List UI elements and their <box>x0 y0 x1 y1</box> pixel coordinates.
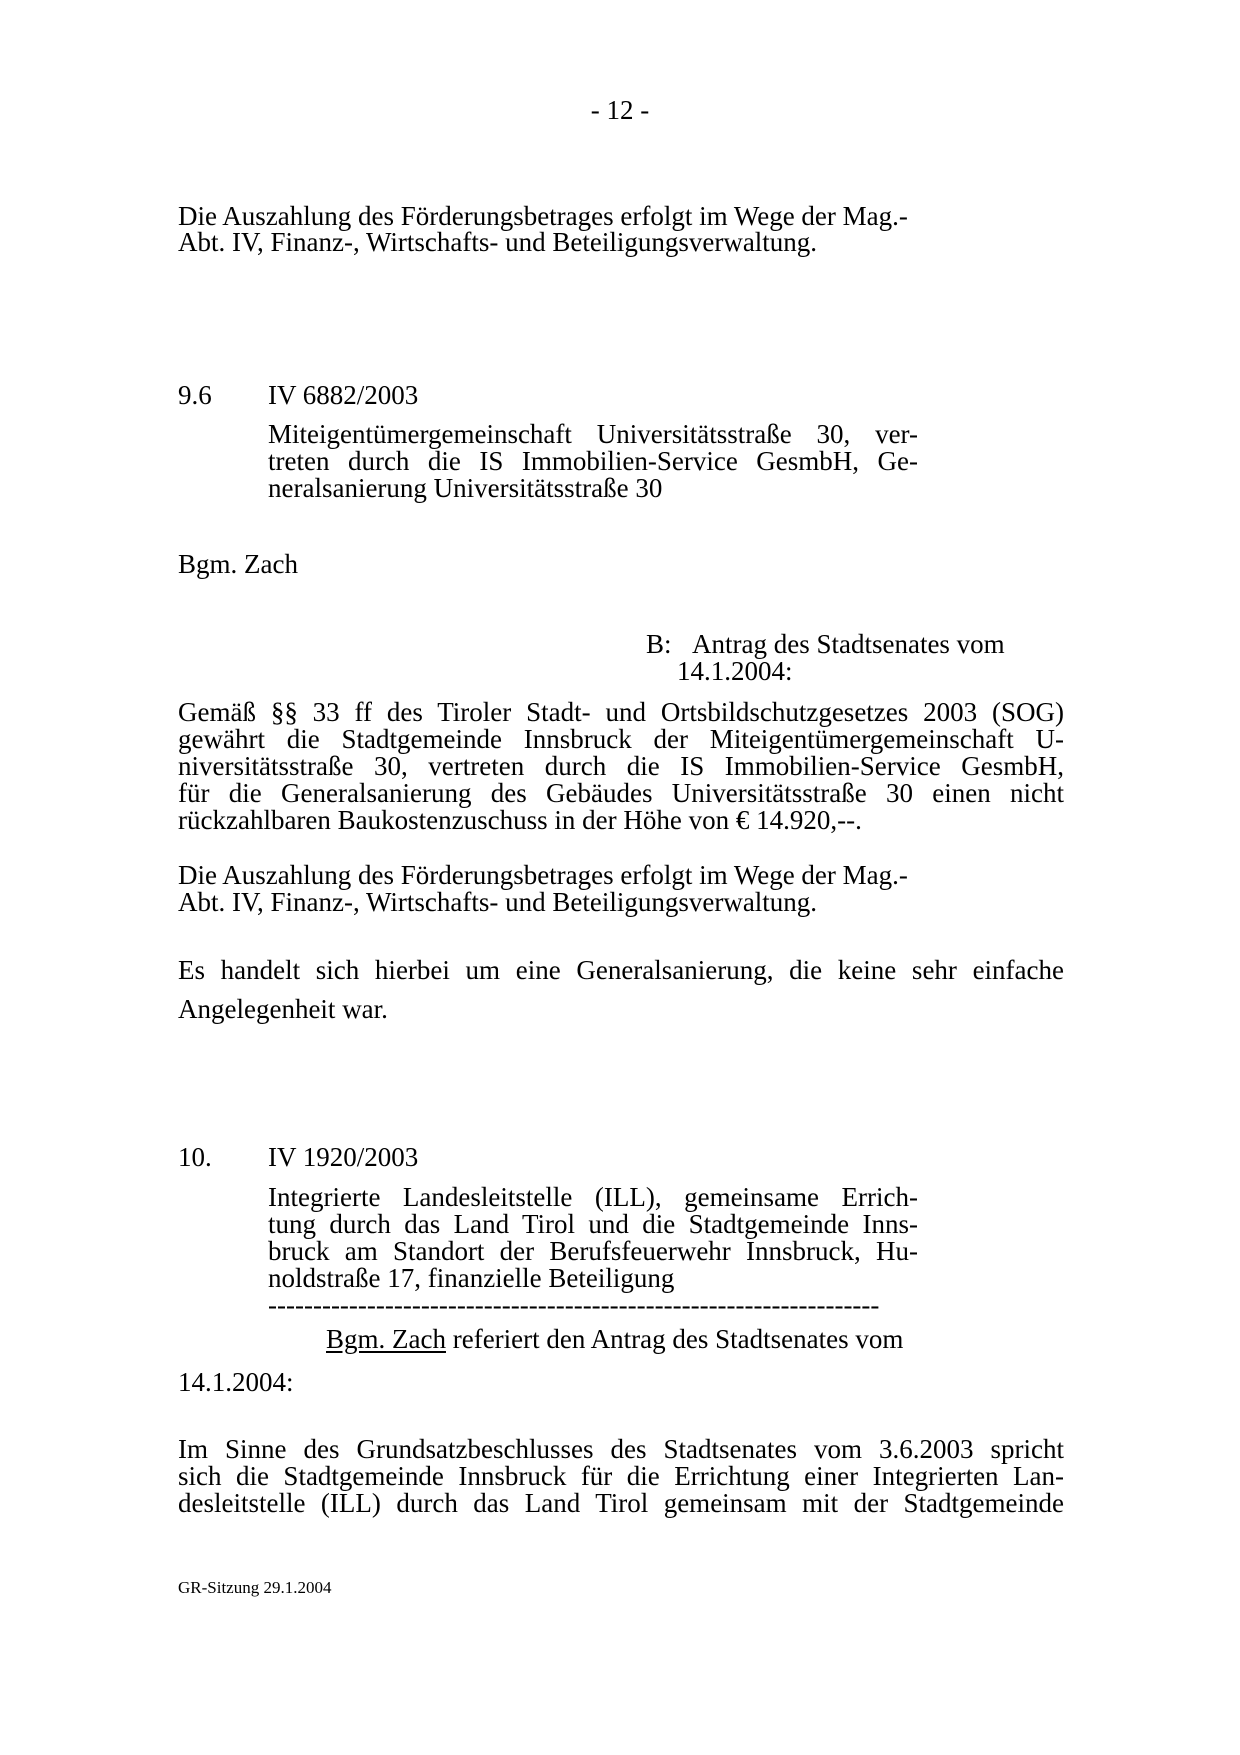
separator-line: -------------------------------------------------------------------- <box>268 1293 880 1318</box>
item-title-line: treten durch die IS Immobilien-Service GesmbH, Ge- <box>268 446 918 476</box>
paragraph-line: niversitätsstraße 30, vertreten durch die IS Immobilien-Service GesmbH, <box>178 751 1064 781</box>
item-title-line: Integrierte Landesleitstelle (ILL), gemeinsame Errich- <box>268 1182 918 1212</box>
paragraph-line: desleitstelle (ILL) durch das Land Tirol gemeinsam mit der Stadtgemeinde <box>178 1488 1064 1518</box>
text-line: Die Auszahlung des Förderungsbetrages erfolgt im Wege der Mag.- <box>178 860 908 890</box>
item-title-line: tung durch das Land Tirol und die Stadtgemeinde Inns- <box>268 1209 918 1239</box>
report-text: referiert den Antrag des Stadtsenates vom <box>445 1324 904 1354</box>
footer-session-date: GR-Sitzung 29.1.2004 <box>178 1578 332 1597</box>
text-line: Die Auszahlung des Förderungsbetrages erfolgt im Wege der Mag.- <box>178 201 908 231</box>
speaker-name: Bgm. Zach <box>178 549 298 579</box>
text-line: Abt. IV, Finanz-, Wirtschafts- und Beteiligungsverwaltung. <box>178 227 818 257</box>
text-line: Angelegenheit war. <box>178 994 388 1024</box>
report-date: 14.1.2004: <box>178 1367 294 1397</box>
paragraph-line: gewährt die Stadtgemeinde Innsbruck der Miteigentümergemeinschaft U- <box>178 724 1064 754</box>
paragraph-line: Gemäß §§ 33 ff des Tiroler Stadt- und Ortsbildschutzgesetzes 2003 (SOG) <box>178 697 1064 727</box>
item-reference: IV 1920/2003 <box>268 1142 419 1172</box>
paragraph-line: sich die Stadtgemeinde Innsbruck für die Errichtung einer Integrierten Lan- <box>178 1461 1064 1491</box>
item-title-line: Miteigentümergemeinschaft Universitätsstraße 30, ver- <box>268 419 918 449</box>
motion-date: 14.1.2004: <box>677 656 793 686</box>
motion-title: Antrag des Stadtsenates vom <box>692 629 1005 659</box>
report-speaker: Bgm. Zach <box>326 1324 446 1354</box>
item-reference: IV 6882/2003 <box>268 380 419 410</box>
paragraph-line: für die Generalsanierung des Gebäudes Universitätsstraße 30 einen nicht <box>178 778 1064 808</box>
page-number: - 12 - <box>590 95 650 125</box>
text-line: Abt. IV, Finanz-, Wirtschafts- und Beteiligungsverwaltung. <box>178 887 818 917</box>
paragraph-line: rückzahlbaren Baukostenzuschuss in der Höhe von € 14.920,--. <box>178 805 862 835</box>
paragraph-line: Im Sinne des Grundsatzbeschlusses des Stadtsenates vom 3.6.2003 spricht <box>178 1434 1064 1464</box>
text-line: Es handelt sich hierbei um eine Generalsanierung, die keine sehr einfache <box>178 955 1064 985</box>
item-title-line: neralsanierung Universitätsstraße 30 <box>268 473 663 503</box>
item-title-line: bruck am Standort der Berufsfeuerwehr Innsbruck, Hu- <box>268 1236 918 1266</box>
motion-label: B: <box>646 629 672 659</box>
report-line <box>326 1324 904 1354</box>
item-number: 10. <box>178 1142 212 1172</box>
item-title-line: noldstraße 17, finanzielle Beteiligung <box>268 1263 675 1293</box>
item-number: 9.6 <box>178 380 212 410</box>
